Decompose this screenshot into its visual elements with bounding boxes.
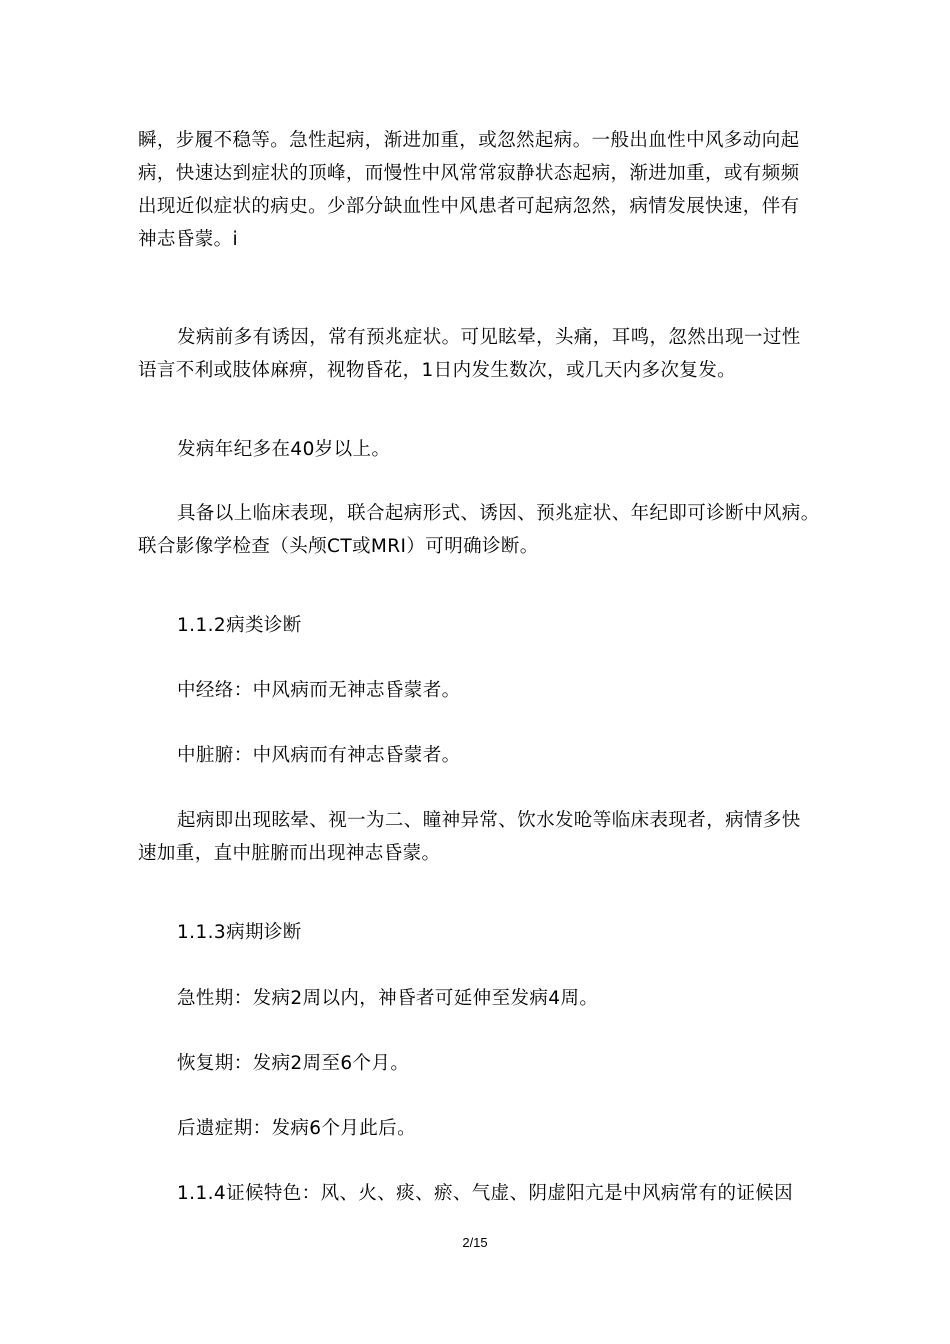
paragraph-recovery-phase	[177, 1047, 877, 1080]
paragraph-direct-viscera	[138, 804, 877, 870]
text-line: 中脏腑：中风病而有神志昏蒙者。	[177, 745, 461, 766]
text-line: 起病即出现眩晕、视一为二、瞳神异常、饮水发呛等临床表现者，病情多快	[177, 810, 801, 831]
text-line: 后遗症期：发病6个月此后。	[177, 1118, 416, 1139]
text-line: 恢复期：发病2周至6个月。	[177, 1053, 410, 1074]
paragraph-sequelae-phase	[177, 1112, 877, 1145]
paragraph-onset-description	[138, 124, 838, 256]
section-heading-1-1-4	[177, 1177, 877, 1210]
text-line: 中经络：中风病而无神志昏蒙者。	[177, 680, 461, 701]
text-line: 病，快速达到症状的顶峰，而慢性中风常常寂静状态起病，渐进加重，或有频频	[138, 163, 800, 184]
text-line: 具备以上临床表现，联合起病形式、诱因、预兆症状、年纪即可诊断中风病。	[177, 503, 820, 524]
text-line: 联合影像学检查（头颅CT或MRI）可明确诊断。	[138, 536, 539, 557]
paragraph-diagnosis	[138, 497, 877, 563]
section-heading-1-1-2	[177, 609, 877, 642]
paragraph-acute-phase	[177, 982, 877, 1015]
text-line: 发病年纪多在40岁以上。	[177, 439, 391, 460]
paragraph-viscera	[177, 739, 877, 772]
text-line: 瞬，步履不稳等。急性起病，渐进加重，或忽然起病。一般出血性中风多动向起	[138, 130, 800, 151]
text-line: 神志昏蒙。i	[138, 229, 239, 250]
text-line: 发病前多有诱因，常有预兆症状。可见眩晕，头痛，耳鸣，忽然出现一过性	[177, 327, 801, 348]
heading-text: 1.1.4证候特色：风、火、痰、瘀、气虚、阴虚阳亢是中风病常有的证候因	[177, 1183, 794, 1204]
page-number: 2/15	[462, 1235, 488, 1250]
paragraph-age	[177, 433, 877, 466]
text-line: 出现近似症状的病史。少部分缺血性中风患者可起病忽然，病情发展快速，伴有	[138, 196, 800, 217]
text-line: 速加重，直中脏腑而出现神志昏蒙。	[138, 843, 441, 864]
paragraph-prodrome	[138, 321, 877, 387]
text-line: 语言不利或肢体麻痹，视物昏花，1日内发生数次，或几天内多次复发。	[138, 360, 737, 381]
section-heading-1-1-3	[177, 916, 877, 949]
text-line: 急性期：发病2周以内，神昏者可延伸至发病4周。	[177, 988, 599, 1009]
paragraph-meridian	[177, 674, 877, 707]
heading-text: 1.1.3病期诊断	[177, 922, 302, 943]
heading-text: 1.1.2病类诊断	[177, 615, 302, 636]
